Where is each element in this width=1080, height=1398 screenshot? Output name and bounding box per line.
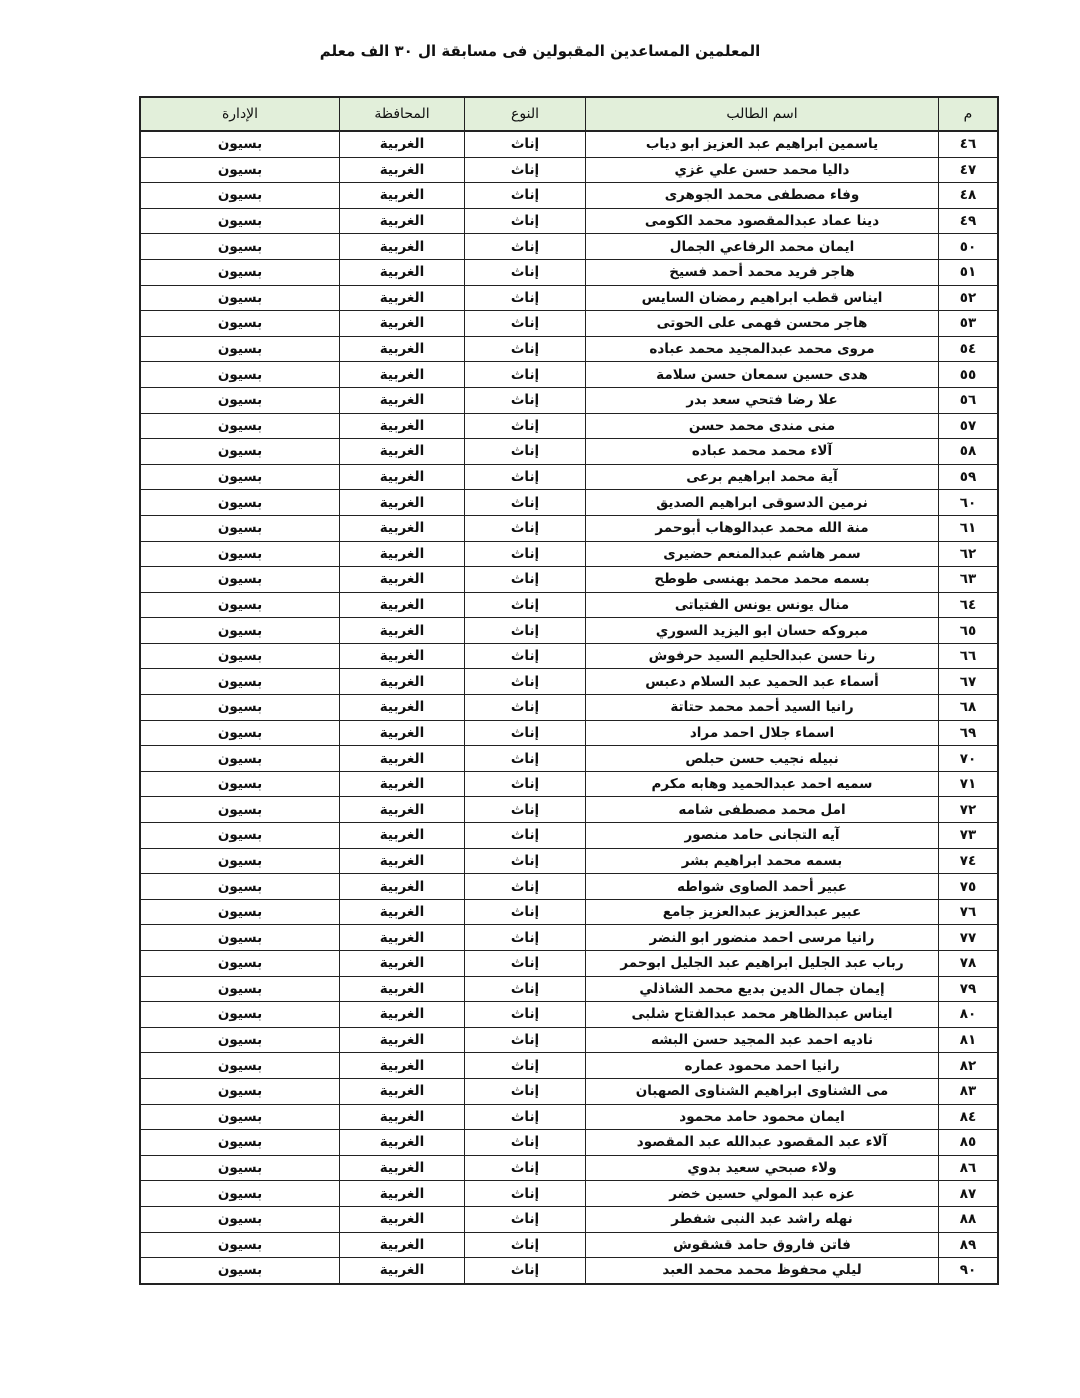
table-row <box>140 771 998 797</box>
cell-num: ٥٤ <box>939 336 999 362</box>
table-row <box>140 1130 998 1156</box>
cell-governorate: الغربية <box>340 413 465 439</box>
table-row <box>140 592 998 618</box>
cell-name: نرمين الدسوقى ابراهيم الصديق <box>586 490 939 516</box>
cell-name: ايناس عبدالظاهر محمد عبدالفتاح شلبى <box>586 1002 939 1028</box>
cell-governorate: الغربية <box>340 951 465 977</box>
cell-administration: بسيون <box>140 925 340 951</box>
cell-governorate: الغربية <box>340 695 465 721</box>
cell-type: إناث <box>465 1002 586 1028</box>
cell-name: هاجر فريد محمد أحمد فسيخ <box>586 259 939 285</box>
cell-name: آلاء عبد المقصود عبدالله عبد المقصود <box>586 1130 939 1156</box>
table-row <box>140 234 998 260</box>
cell-type: إناث <box>465 592 586 618</box>
cell-type: إناث <box>465 234 586 260</box>
cell-name: ايناس قطب ابراهيم رمضان السايس <box>586 285 939 311</box>
cell-governorate: الغربية <box>340 823 465 849</box>
cell-administration: بسيون <box>140 1258 340 1284</box>
cell-name: رانيا السيد أحمد محمد حتاتة <box>586 695 939 721</box>
table-row <box>140 157 998 183</box>
cell-type: إناث <box>465 311 586 337</box>
cell-type: إناث <box>465 1258 586 1284</box>
results-table-container <box>139 96 991 1285</box>
cell-num: ٥٨ <box>939 439 999 465</box>
cell-num: ٧٣ <box>939 823 999 849</box>
cell-governorate: الغربية <box>340 208 465 234</box>
cell-governorate: الغربية <box>340 1027 465 1053</box>
cell-type: إناث <box>465 643 586 669</box>
table-row <box>140 183 998 209</box>
cell-administration: بسيون <box>140 618 340 644</box>
cell-governorate: الغربية <box>340 1206 465 1232</box>
table-row <box>140 541 998 567</box>
cell-num: ٨٦ <box>939 1155 999 1181</box>
cell-name: مبروكه حسان ابو اليزيد السوري <box>586 618 939 644</box>
cell-num: ٧٧ <box>939 925 999 951</box>
cell-type: إناث <box>465 899 586 925</box>
cell-num: ٤٦ <box>939 131 999 157</box>
table-row <box>140 311 998 337</box>
cell-num: ٥٣ <box>939 311 999 337</box>
cell-type: إناث <box>465 387 586 413</box>
cell-administration: بسيون <box>140 285 340 311</box>
cell-name: آلاء محمد محمد عباده <box>586 439 939 465</box>
table-row <box>140 285 998 311</box>
table-row <box>140 515 998 541</box>
table-row <box>140 823 998 849</box>
cell-governorate: الغربية <box>340 183 465 209</box>
table-row <box>140 567 998 593</box>
cell-governorate: الغربية <box>340 618 465 644</box>
cell-num: ٦٤ <box>939 592 999 618</box>
cell-administration: بسيون <box>140 131 340 157</box>
cell-administration: بسيون <box>140 1232 340 1258</box>
table-row <box>140 131 998 157</box>
cell-type: إناث <box>465 336 586 362</box>
cell-name: رباب عبد الجليل ابراهيم عبد الجليل ابوحمر <box>586 951 939 977</box>
cell-type: إناث <box>465 771 586 797</box>
cell-governorate: الغربية <box>340 797 465 823</box>
table-row <box>140 1104 998 1130</box>
table-row <box>140 1002 998 1028</box>
cell-name: آية محمد ابراهيم برعى <box>586 464 939 490</box>
cell-num: ٨٤ <box>939 1104 999 1130</box>
cell-num: ٥٢ <box>939 285 999 311</box>
cell-governorate: الغربية <box>340 259 465 285</box>
header-num: م <box>939 97 999 131</box>
table-row <box>140 362 998 388</box>
cell-governorate: الغربية <box>340 285 465 311</box>
cell-num: ٤٩ <box>939 208 999 234</box>
cell-type: إناث <box>465 720 586 746</box>
cell-administration: بسيون <box>140 183 340 209</box>
cell-num: ٧٥ <box>939 874 999 900</box>
cell-administration: بسيون <box>140 1053 340 1079</box>
cell-name: بسمه محمد محمد بهنسى طوطح <box>586 567 939 593</box>
cell-num: ٤٧ <box>939 157 999 183</box>
cell-governorate: الغربية <box>340 1258 465 1284</box>
cell-governorate: الغربية <box>340 387 465 413</box>
cell-num: ٨٠ <box>939 1002 999 1028</box>
cell-type: إناث <box>465 1130 586 1156</box>
cell-num: ٨٩ <box>939 1232 999 1258</box>
header-governorate: المحافظة <box>340 97 465 131</box>
cell-type: إناث <box>465 464 586 490</box>
cell-administration: بسيون <box>140 464 340 490</box>
cell-num: ٥٥ <box>939 362 999 388</box>
cell-governorate: الغربية <box>340 1232 465 1258</box>
cell-type: إناث <box>465 669 586 695</box>
cell-administration: بسيون <box>140 874 340 900</box>
table-row <box>140 1232 998 1258</box>
table-row <box>140 464 998 490</box>
table-row <box>140 259 998 285</box>
cell-num: ٨٥ <box>939 1130 999 1156</box>
cell-type: إناث <box>465 439 586 465</box>
cell-name: علا رضا فتحي سعد بدر <box>586 387 939 413</box>
cell-administration: بسيون <box>140 208 340 234</box>
cell-administration: بسيون <box>140 695 340 721</box>
cell-governorate: الغربية <box>340 311 465 337</box>
table-row <box>140 1206 998 1232</box>
cell-type: إناث <box>465 1206 586 1232</box>
cell-administration: بسيون <box>140 951 340 977</box>
cell-num: ٧٨ <box>939 951 999 977</box>
cell-governorate: الغربية <box>340 234 465 260</box>
cell-administration: بسيون <box>140 413 340 439</box>
cell-name: مى الشناوى ابراهيم الشناوى الصهبان <box>586 1078 939 1104</box>
cell-num: ٨٣ <box>939 1078 999 1104</box>
cell-num: ٦٣ <box>939 567 999 593</box>
cell-num: ٧١ <box>939 771 999 797</box>
cell-administration: بسيون <box>140 1130 340 1156</box>
cell-name: وفاء مصطفى محمد الجوهرى <box>586 183 939 209</box>
table-row <box>140 976 998 1002</box>
cell-type: إناث <box>465 541 586 567</box>
cell-administration: بسيون <box>140 515 340 541</box>
cell-administration: بسيون <box>140 720 340 746</box>
cell-num: ٨٢ <box>939 1053 999 1079</box>
cell-name: رانيا احمد محمود عماره <box>586 1053 939 1079</box>
table-row <box>140 899 998 925</box>
table-row <box>140 874 998 900</box>
cell-num: ٨٧ <box>939 1181 999 1207</box>
cell-administration: بسيون <box>140 976 340 1002</box>
cell-administration: بسيون <box>140 823 340 849</box>
table-row <box>140 848 998 874</box>
cell-administration: بسيون <box>140 541 340 567</box>
cell-administration: بسيون <box>140 592 340 618</box>
cell-type: إناث <box>465 567 586 593</box>
cell-num: ٧٠ <box>939 746 999 772</box>
cell-num: ٦٢ <box>939 541 999 567</box>
cell-governorate: الغربية <box>340 746 465 772</box>
cell-governorate: الغربية <box>340 464 465 490</box>
cell-name: ايمان محمد الرفاعي الجمال <box>586 234 939 260</box>
cell-name: إيمان جمال الدين بديع محمد الشاذلي <box>586 976 939 1002</box>
cell-name: امل محمد مصطفى شامه <box>586 797 939 823</box>
cell-governorate: الغربية <box>340 592 465 618</box>
table-row <box>140 208 998 234</box>
cell-type: إناث <box>465 618 586 644</box>
table-row <box>140 1027 998 1053</box>
cell-name: أسماء عبد الحميد عبد السلام دعبس <box>586 669 939 695</box>
cell-num: ٥٩ <box>939 464 999 490</box>
cell-name: نبيله نجيب حسن حبلص <box>586 746 939 772</box>
header-row <box>140 97 998 131</box>
cell-governorate: الغربية <box>340 669 465 695</box>
cell-administration: بسيون <box>140 1155 340 1181</box>
cell-governorate: الغربية <box>340 643 465 669</box>
cell-governorate: الغربية <box>340 362 465 388</box>
cell-administration: بسيون <box>140 1104 340 1130</box>
table-row <box>140 951 998 977</box>
table-row <box>140 1053 998 1079</box>
cell-administration: بسيون <box>140 259 340 285</box>
cell-type: إناث <box>465 848 586 874</box>
cell-administration: بسيون <box>140 490 340 516</box>
cell-administration: بسيون <box>140 362 340 388</box>
cell-administration: بسيون <box>140 157 340 183</box>
table-row <box>140 1155 998 1181</box>
cell-governorate: الغربية <box>340 157 465 183</box>
cell-administration: بسيون <box>140 387 340 413</box>
cell-type: إناث <box>465 1181 586 1207</box>
cell-num: ٧٦ <box>939 899 999 925</box>
cell-name: ليلي محفوظ محمد محمد العبد <box>586 1258 939 1284</box>
cell-governorate: الغربية <box>340 925 465 951</box>
table-row <box>140 925 998 951</box>
cell-governorate: الغربية <box>340 874 465 900</box>
table-row <box>140 695 998 721</box>
cell-num: ٦٦ <box>939 643 999 669</box>
cell-type: إناث <box>465 515 586 541</box>
cell-name: عزه عبد المولي حسين خضر <box>586 1181 939 1207</box>
cell-num: ٦٩ <box>939 720 999 746</box>
cell-num: ٤٨ <box>939 183 999 209</box>
cell-name: آيه التجانى حامد منصور <box>586 823 939 849</box>
cell-type: إناث <box>465 1104 586 1130</box>
cell-name: سمر هاشم عبدالمنعم حضيرى <box>586 541 939 567</box>
cell-num: ٧٩ <box>939 976 999 1002</box>
cell-administration: بسيون <box>140 1181 340 1207</box>
cell-governorate: الغربية <box>340 1181 465 1207</box>
cell-administration: بسيون <box>140 669 340 695</box>
cell-name: فاتن فاروق حامد قشقوش <box>586 1232 939 1258</box>
cell-name: هدى حسين سمعان حسن سلامة <box>586 362 939 388</box>
cell-administration: بسيون <box>140 234 340 260</box>
cell-type: إناث <box>465 1078 586 1104</box>
cell-governorate: الغربية <box>340 439 465 465</box>
cell-administration: بسيون <box>140 771 340 797</box>
cell-name: بسمه محمد ابراهيم بشر <box>586 848 939 874</box>
cell-type: إناث <box>465 1053 586 1079</box>
cell-administration: بسيون <box>140 1027 340 1053</box>
cell-num: ٥٦ <box>939 387 999 413</box>
cell-type: إناث <box>465 259 586 285</box>
cell-type: إناث <box>465 131 586 157</box>
cell-num: ٦٠ <box>939 490 999 516</box>
cell-governorate: الغربية <box>340 771 465 797</box>
cell-administration: بسيون <box>140 439 340 465</box>
table-header <box>140 97 998 131</box>
table-row <box>140 413 998 439</box>
cell-governorate: الغربية <box>340 490 465 516</box>
cell-type: إناث <box>465 823 586 849</box>
cell-type: إناث <box>465 695 586 721</box>
table-row <box>140 1181 998 1207</box>
cell-name: ياسمين ابراهيم عبد العزيز ابو دياب <box>586 131 939 157</box>
table-row <box>140 797 998 823</box>
cell-administration: بسيون <box>140 899 340 925</box>
cell-type: إناث <box>465 1155 586 1181</box>
cell-type: إناث <box>465 285 586 311</box>
cell-administration: بسيون <box>140 336 340 362</box>
cell-name: عبير أحمد الصاوى شواطه <box>586 874 939 900</box>
table-row <box>140 618 998 644</box>
cell-name: اسماء جلال احمد مراد <box>586 720 939 746</box>
cell-governorate: الغربية <box>340 720 465 746</box>
cell-num: ٨١ <box>939 1027 999 1053</box>
cell-name: منة الله محمد عبدالوهاب أبوحمر <box>586 515 939 541</box>
cell-type: إناث <box>465 413 586 439</box>
cell-type: إناث <box>465 208 586 234</box>
cell-name: ولاء صبحي سعيد بدوي <box>586 1155 939 1181</box>
table-row <box>140 643 998 669</box>
page-title: المعلمين المساعدين المقبولين فى مسابقة ال ٣٠ الف معلم <box>319 42 761 60</box>
cell-name: هاجر محسن فهمى على الحوتى <box>586 311 939 337</box>
cell-governorate: الغربية <box>340 899 465 925</box>
cell-num: ٧٤ <box>939 848 999 874</box>
cell-governorate: الغربية <box>340 1130 465 1156</box>
cell-administration: بسيون <box>140 848 340 874</box>
cell-type: إناث <box>465 1232 586 1258</box>
cell-num: ٦٧ <box>939 669 999 695</box>
cell-num: ٥٧ <box>939 413 999 439</box>
cell-name: ناديه احمد عبد المجيد حسن البشه <box>586 1027 939 1053</box>
cell-type: إناث <box>465 1027 586 1053</box>
cell-governorate: الغربية <box>340 1155 465 1181</box>
table-row <box>140 746 998 772</box>
table-row <box>140 387 998 413</box>
cell-governorate: الغربية <box>340 1104 465 1130</box>
cell-governorate: الغربية <box>340 1053 465 1079</box>
cell-type: إناث <box>465 157 586 183</box>
cell-num: ٥٠ <box>939 234 999 260</box>
cell-name: مروى محمد عبدالمجيد محمد عباده <box>586 336 939 362</box>
cell-governorate: الغربية <box>340 848 465 874</box>
cell-name: نهله راشد عبد النبى شفطر <box>586 1206 939 1232</box>
cell-num: ٦٥ <box>939 618 999 644</box>
cell-type: إناث <box>465 362 586 388</box>
cell-governorate: الغربية <box>340 1078 465 1104</box>
cell-governorate: الغربية <box>340 976 465 1002</box>
table-row <box>140 336 998 362</box>
cell-name: رانيا مرسى احمد منضور ابو النضر <box>586 925 939 951</box>
cell-administration: بسيون <box>140 1078 340 1104</box>
cell-administration: بسيون <box>140 797 340 823</box>
cell-type: إناث <box>465 951 586 977</box>
table-row <box>140 439 998 465</box>
table-row <box>140 1258 998 1284</box>
cell-name: عبير عبدالعزيز عبدالعزيز جامع <box>586 899 939 925</box>
cell-governorate: الغربية <box>340 567 465 593</box>
table-row <box>140 720 998 746</box>
cell-num: ٩٠ <box>939 1258 999 1284</box>
cell-num: ٨٨ <box>939 1206 999 1232</box>
cell-governorate: الغربية <box>340 541 465 567</box>
table-row <box>140 490 998 516</box>
cell-name: سميه احمد عبدالحميد وهابه مكرم <box>586 771 939 797</box>
cell-name: ايمان محمود حامد محمود <box>586 1104 939 1130</box>
cell-num: ٥١ <box>939 259 999 285</box>
cell-administration: بسيون <box>140 567 340 593</box>
cell-name: منى مندى محمد حسن <box>586 413 939 439</box>
cell-administration: بسيون <box>140 311 340 337</box>
table-row <box>140 669 998 695</box>
cell-name: داليا محمد حسن علي غزي <box>586 157 939 183</box>
cell-num: ٧٢ <box>939 797 999 823</box>
header-type: النوع <box>465 97 586 131</box>
cell-type: إناث <box>465 746 586 772</box>
cell-name: رنا حسن عبدالحليم السيد حرفوش <box>586 643 939 669</box>
results-table <box>139 96 999 1285</box>
cell-administration: بسيون <box>140 643 340 669</box>
cell-administration: بسيون <box>140 746 340 772</box>
cell-administration: بسيون <box>140 1002 340 1028</box>
table-body <box>140 131 998 1284</box>
cell-type: إناث <box>465 797 586 823</box>
cell-governorate: الغربية <box>340 1002 465 1028</box>
cell-num: ٦١ <box>939 515 999 541</box>
cell-type: إناث <box>465 490 586 516</box>
cell-type: إناث <box>465 976 586 1002</box>
cell-num: ٦٨ <box>939 695 999 721</box>
header-administration: الإدارة <box>140 97 340 131</box>
cell-name: دينا عماد عبدالمقصود محمد الكومى <box>586 208 939 234</box>
cell-governorate: الغربية <box>340 336 465 362</box>
cell-administration: بسيون <box>140 1206 340 1232</box>
cell-name: منال يونس يونس الفتياتى <box>586 592 939 618</box>
cell-type: إناث <box>465 925 586 951</box>
cell-governorate: الغربية <box>340 131 465 157</box>
table-row <box>140 1078 998 1104</box>
cell-governorate: الغربية <box>340 515 465 541</box>
header-name: اسم الطالب <box>586 97 939 131</box>
cell-type: إناث <box>465 874 586 900</box>
cell-type: إناث <box>465 183 586 209</box>
